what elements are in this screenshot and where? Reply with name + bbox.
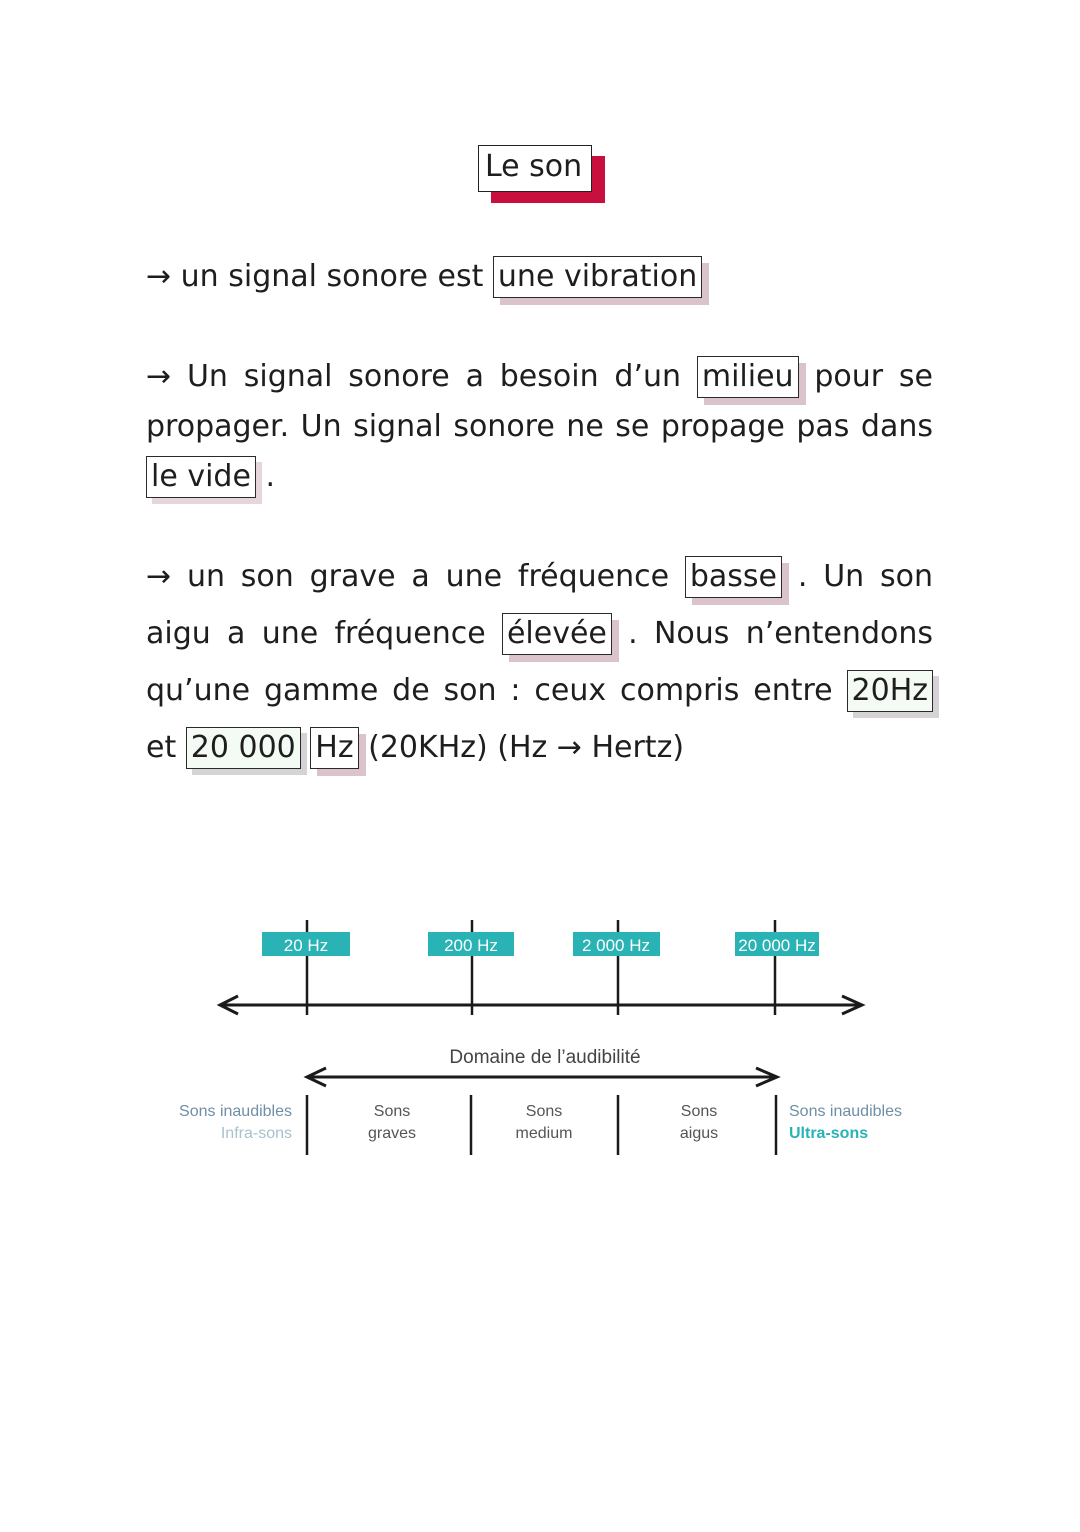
zone-infra-line2: Infra-sons [220,1125,292,1142]
highlight-box-hz: Hz [310,727,358,769]
paragraph-milieu-text1: → Un signal sonore a besoin d’un [146,359,697,394]
paragraph-milieu-text2: pour se propager. Un signal sonore ne se propage pas dans [146,359,933,444]
highlight-box-vibration: une vibration [493,256,702,298]
freq-label-20000hz: 20 000 Hz [738,936,816,955]
highlight-box-elevee: élevée [502,613,612,655]
paragraph-frequence-text4: et [146,730,186,765]
paragraph-milieu [146,352,933,502]
paragraph-frequence-text6: (20KHz) (Hz → Hertz) [358,730,685,765]
freq-label-20hz: 20 Hz [283,936,329,955]
paragraph-frequence-text1: → un son grave a une fréquence [146,559,685,594]
highlight-box-20000: 20 000 [186,727,301,769]
paragraph-vibration [146,255,933,299]
freq-label-200hz: 200 Hz [444,936,498,955]
zone-medium-line2: medium [515,1125,573,1142]
paragraph-frequence-text5 [301,730,311,765]
highlight-box-vide: le vide [146,456,256,498]
paragraph-frequence-text3: . Nous n’entendons qu’une gamme de son : ceux compris entre [146,616,933,708]
highlight-box-milieu: milieu [697,356,799,398]
zone-infra-line1: Sons inaudibles [179,1103,292,1120]
zone-aigus-line1: Sons [680,1103,718,1120]
paragraph-frequence-text2: . Un son aigu a une fréquence [146,559,933,651]
zone-ultra-line2: Ultra-sons [789,1125,869,1142]
zone-aigus-line2: aigus [679,1125,719,1142]
frequency-marker-200hz [428,920,514,1015]
highlight-box-20hz: 20Hz [847,670,933,712]
freq-label-2000hz: 2 000 Hz [581,936,651,955]
page-title: Le son [478,145,592,192]
zone-medium-line1: Sons [525,1103,563,1120]
paragraph-vibration-text: → un signal sonore est [146,259,493,294]
audibility-diagram [170,905,930,1175]
zone-graves-line1: Sons [373,1103,411,1120]
paragraph-frequence [146,548,933,776]
zone-graves-line2: graves [367,1125,417,1142]
highlight-box-basse: basse [685,556,782,598]
zone-ultra-line1: Sons inaudibles [789,1103,902,1120]
audibility-range-label: Domaine de l’audibilité [449,1047,641,1068]
frequency-marker-20hz [262,920,350,1015]
paragraph-milieu-text3: . [255,459,275,494]
frequency-marker-2000hz [573,920,660,1015]
frequency-marker-20000hz [735,920,819,1015]
